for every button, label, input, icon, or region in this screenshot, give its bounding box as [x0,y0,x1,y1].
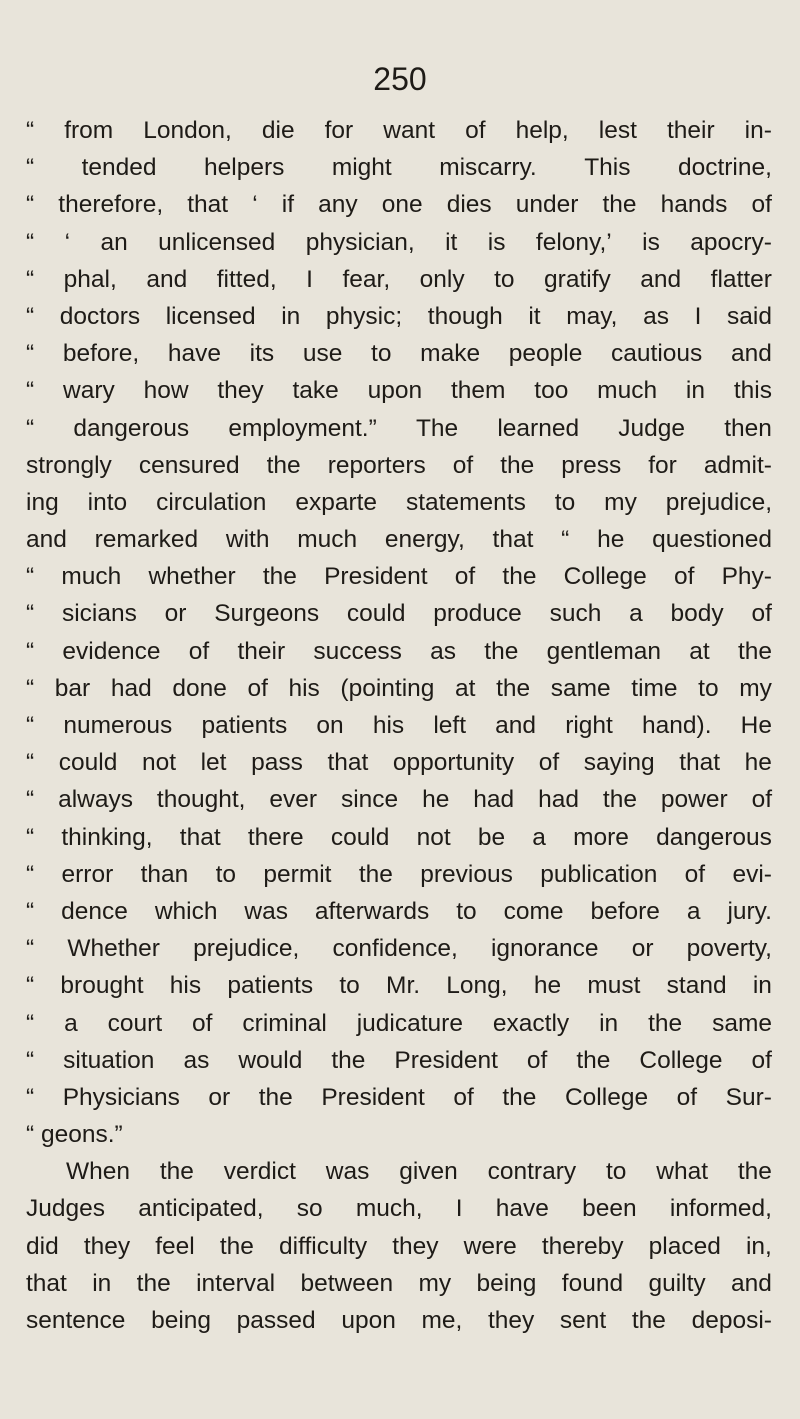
text-line: “ evidence of their success as the gentleman at the [26,637,772,665]
text-line: “ Whether prejudice, confidence, ignorance or poverty, [26,935,772,963]
text-line: “ could not let pass that opportunity of saying that he [26,749,772,777]
text-line: ing into circulation exparte statements to my prejudice, [26,488,772,516]
text-line: Judges anticipated, so much, I have been informed, [26,1195,772,1223]
body-text [26,112,772,1339]
text-line: When the verdict was given contrary to what the [66,1158,772,1186]
page-number: 250 [373,61,427,97]
text-line: “ numerous patients on his left and right hand). He [26,712,772,739]
text-line: “ before, have its use to make people cautious and [26,340,772,368]
text-line: “ therefore, that ‘ if any one dies under the hands of [26,191,772,219]
text-line: “ ‘ an unlicensed physician, it is felony,’ is apocry- [26,228,772,256]
text-line: did they feel the difficulty they were thereby placed in, [26,1232,772,1260]
text-line: and remarked with much energy, that “ he questioned [26,526,772,554]
text-line: “ bar had done of his (pointing at the same time to my [26,674,772,702]
text-line: “ tended helpers might miscarry. This doctrine, [26,154,772,182]
text-line: “ from London, die for want of help, lest their in- [26,117,772,144]
text-line: “ doctors licensed in physic; though it may, as I said [26,302,772,330]
text-line: “ much whether the President of the College of Phy- [26,563,772,591]
text-line: sentence being passed upon me, they sent the deposi- [26,1307,772,1334]
text-line: “ situation as would the President of the College of [26,1046,772,1074]
text-line: “ phal, and fitted, I fear, only to gratify and flatter [26,265,772,293]
text-line: that in the interval between my being found guilty and [26,1269,772,1297]
text-line: “ dangerous employment.” The learned Judge then [26,414,772,442]
text-line: “ a court of criminal judicature exactly in the same [26,1009,772,1037]
text-line: “ error than to permit the previous publication of evi- [26,860,772,888]
text-line: “ brought his patients to Mr. Long, he must stand in [26,972,772,1000]
text-line: “ wary how they take upon them too much in this [26,377,772,405]
text-line: “ Physicians or the President of the College of Sur- [26,1083,772,1111]
text-line: “ thinking, that there could not be a more dangerous [26,823,772,851]
text-line: “ sicians or Surgeons could produce such a body of [26,600,772,628]
text-line: strongly censured the reporters of the press for admit- [26,451,772,479]
text-line: “ always thought, ever since he had had the power of [26,786,772,814]
text-line: “ dence which was afterwards to come before a jury. [26,897,772,925]
text-line: “ geons.” [26,1121,123,1149]
